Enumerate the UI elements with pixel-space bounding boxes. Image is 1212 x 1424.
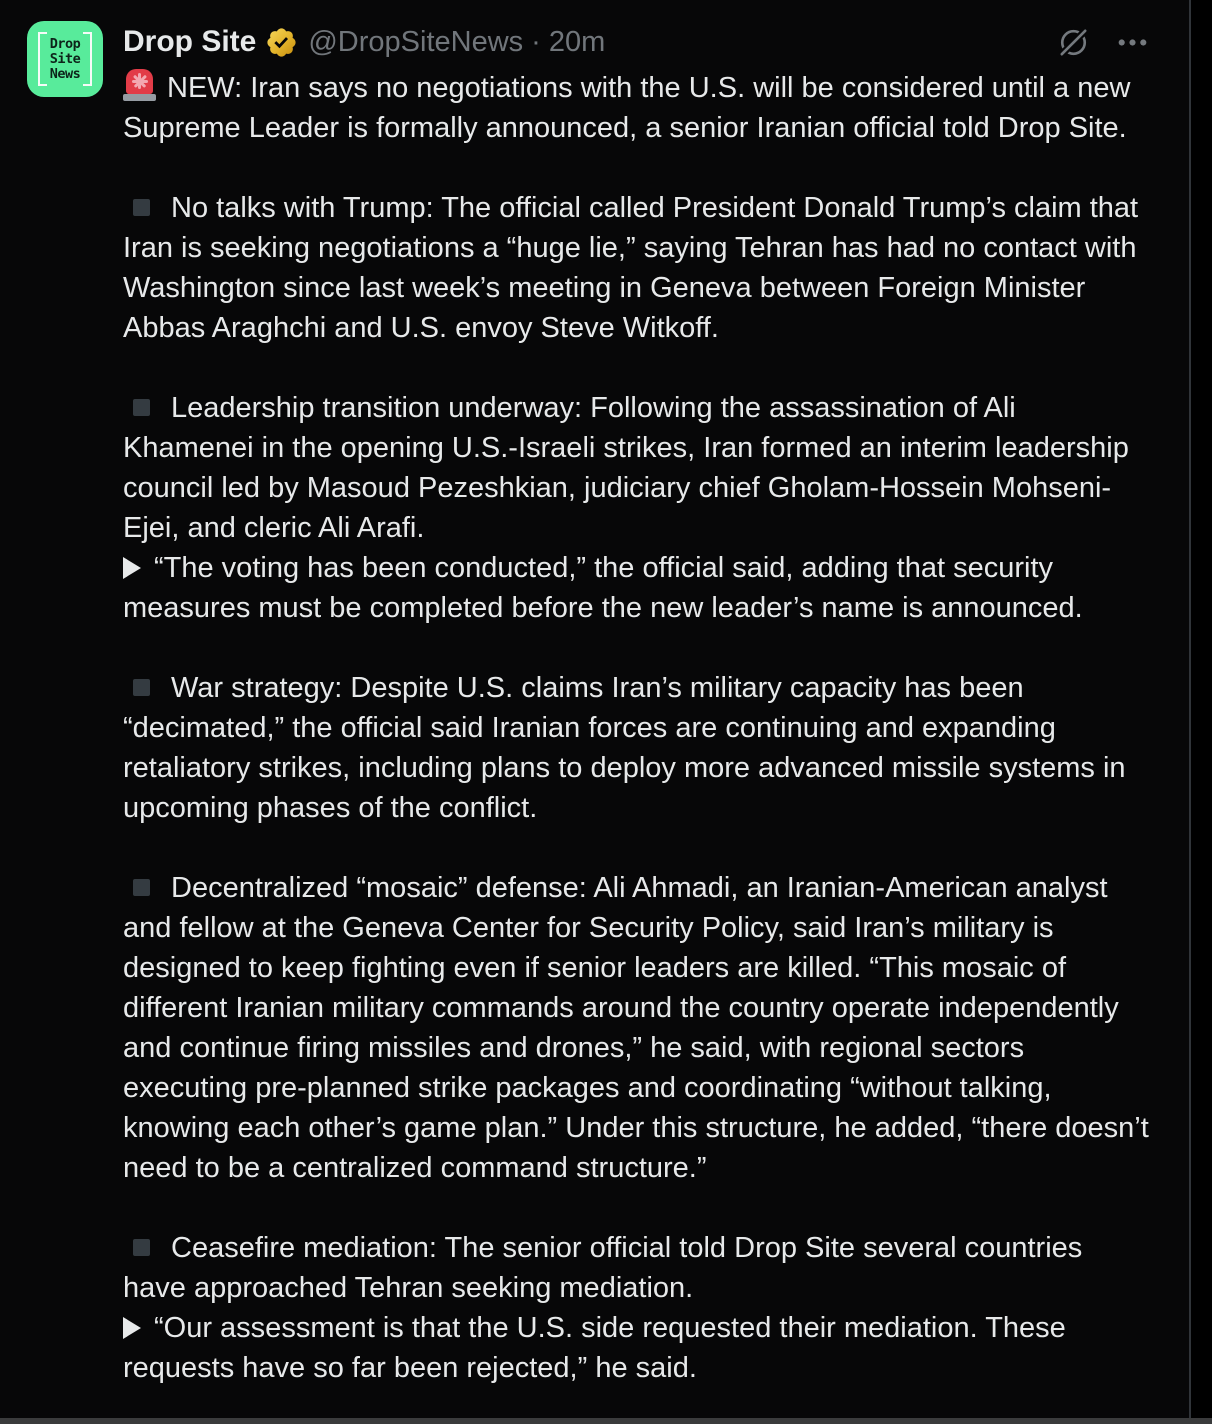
tweet-paragraph bbox=[123, 1308, 1151, 1388]
tweet-header bbox=[123, 21, 1151, 63]
tweet-body bbox=[123, 68, 1151, 1388]
dot-separator: · bbox=[531, 25, 541, 58]
avatar-logo-text: Drop Site News bbox=[49, 35, 81, 82]
bottom-scroll-strip bbox=[0, 1418, 1212, 1424]
tweet-text: War strategy: Despite U.S. claims Iran’s military capacity has been “decimated,” the official said Iranian forces are continuing and expanding retaliatory strikes, including plans to deploy more advanced missile systems in upcoming phases of the conflict. bbox=[123, 672, 1126, 824]
tweet-paragraph bbox=[123, 388, 1151, 548]
tweet-section-no-talks bbox=[123, 188, 1151, 348]
timestamp[interactable]: 20m bbox=[548, 25, 606, 58]
arrow-bullet-icon bbox=[123, 557, 141, 579]
tweet-text: Decentralized “mosaic” defense: Ali Ahmadi, an Iranian-American analyst and fellow at the Geneva Center for Security Policy, said Iran’s military is designed to keep fighting even if senior leaders are killed. “This mosaic of different Iranian military commands around the country operate independently and continue firing missiles and drones,” he said, with regional sectors executing pre-planned strike packages and coordinating “without talking, knowing each other’s game plan.” Under this structure, he added, “there doesn’t need to be a centralized command structure.” bbox=[123, 872, 1149, 1184]
square-bullet-icon bbox=[133, 199, 150, 216]
grok-icon bbox=[1055, 24, 1092, 61]
tweet-section-lead bbox=[123, 68, 1151, 148]
grok-actions-button[interactable] bbox=[1055, 24, 1092, 61]
tweet-paragraph bbox=[123, 188, 1151, 348]
arrow-bullet-icon bbox=[123, 1317, 141, 1339]
tweet-section-leadership bbox=[123, 388, 1151, 628]
tweet-paragraph bbox=[123, 868, 1151, 1188]
display-name[interactable]: Drop Site bbox=[123, 25, 257, 58]
more-ellipsis-icon bbox=[1114, 24, 1151, 61]
avatar-left-bracket bbox=[38, 32, 47, 86]
tweet-paragraph bbox=[123, 668, 1151, 828]
tweet-text: No talks with Trump: The official called President Donald Trump’s claim that Iran is seeking negotiations a “huge lie,” saying Tehran has had no contact with Washington since last week’s meeting in Geneva between Foreign Minister Abbas Araghchi and U.S. envoy Steve Witkoff. bbox=[123, 192, 1139, 344]
user-handle[interactable]: @DropSiteNews bbox=[308, 25, 524, 58]
tweet-text: NEW: Iran says no negotiations with the U.S. will be considered until a new Supreme Leader is formally announced, a senior Iranian official told Drop Site. bbox=[123, 72, 1131, 144]
avatar-logo bbox=[27, 21, 103, 97]
siren-light-icon bbox=[123, 69, 156, 101]
avatar-right-bracket bbox=[83, 32, 92, 86]
tweet-paragraph bbox=[123, 548, 1151, 628]
tweet-text: Ceasefire mediation: The senior official told Drop Site several countries have approached Tehran seeking mediation. bbox=[123, 1232, 1083, 1304]
tweet-section-war-strategy bbox=[123, 668, 1151, 828]
tweet-paragraph bbox=[123, 68, 1151, 148]
gold-verified-badge-icon bbox=[265, 26, 298, 59]
more-options-button[interactable] bbox=[1114, 24, 1151, 61]
tweet-section-ceasefire bbox=[123, 1228, 1151, 1388]
tweet-section-mosaic-defense bbox=[123, 868, 1151, 1188]
square-bullet-icon bbox=[133, 399, 150, 416]
avatar[interactable] bbox=[27, 21, 103, 97]
tweet-text: “Our assessment is that the U.S. side requested their mediation. These requests have so far been rejected,” he said. bbox=[123, 1312, 1066, 1384]
tweet-paragraph bbox=[123, 1228, 1151, 1308]
square-bullet-icon bbox=[133, 679, 150, 696]
tweet-text: “The voting has been conducted,” the official said, adding that security measures must be completed before the new leader’s name is announced. bbox=[123, 552, 1083, 624]
tweet-text: Leadership transition underway: Following the assassination of Ali Khamenei in the opening U.S.-Israeli strikes, Iran formed an interim leadership council led by Masoud Pezeshkian, judiciary chief Gholam-Hossein Mohseni-Ejei, and cleric Ali Arafi. bbox=[123, 392, 1129, 544]
square-bullet-icon bbox=[133, 879, 150, 896]
square-bullet-icon bbox=[133, 1239, 150, 1256]
